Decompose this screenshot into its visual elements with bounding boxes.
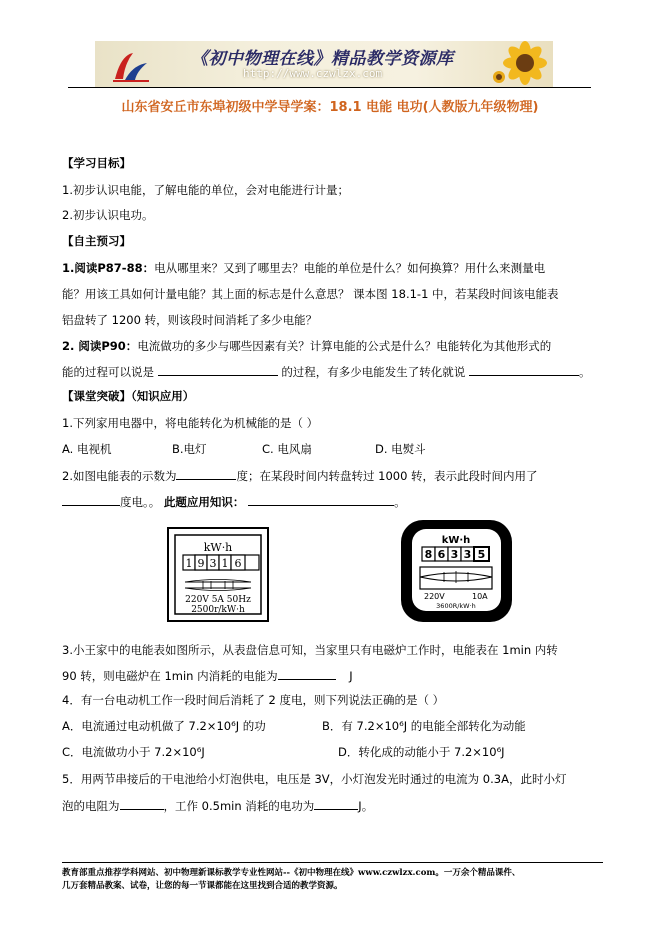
answer-blank[interactable] (158, 363, 278, 376)
question-3-line-1: 3.小王家中的电能表如图所示，从表盘信息可知，当家里只有电磁炉工作时，电能表在 1min 内转 (62, 643, 558, 657)
meter-2-digit: 8 (424, 548, 433, 561)
class-heading: 【课堂突破】 (62, 389, 131, 403)
q1-option-a: A. 电视机 (62, 442, 112, 456)
read-1-ref: P87-88： (97, 261, 155, 275)
read-1-text: 电从哪里来？又到了哪里去？电能的单位是什么？如何换算？用什么来测量电 (154, 261, 546, 275)
q2-text-a: 2.如图电能表的示数为 (62, 469, 177, 483)
footer-rule (62, 862, 603, 863)
meter-2-digit: 3 (463, 548, 472, 561)
question-2-line-1 (62, 467, 538, 484)
question-5-line-1: 5．用两节串接后的干电池给小灯泡供电，电压是 3V，小灯泡发光时通过的电流为 0.3A，此时小灯 (62, 772, 567, 786)
read-1-line-1 (62, 260, 545, 276)
meter-2-digit: 3 (450, 548, 459, 561)
goal-1: 1.初步认识电能，了解电能的单位，会对电能进行计量； (62, 183, 349, 197)
read-2-line-2 (62, 363, 590, 380)
q3-text-b: 90 转，则电磁炉在 1min 内消耗的电能为 (62, 669, 278, 683)
read-1-line-2: 能？用该工具如何计量电能？其上面的标志是什么意思？ 课本图 18.1-1 中，若某段时间该电能表 (62, 287, 559, 301)
header-rule (68, 87, 591, 88)
meter-2-current: 10A (472, 592, 488, 601)
meter-2-revs: 3600R/kW·h (436, 602, 476, 610)
read-2-label: 2. 阅读 (62, 339, 102, 353)
question-4: 4．有一台电动机工作一段时间后消耗了 2 度电，则下列说法正确的是（ ） (62, 693, 445, 707)
q2-text-c: 度电。。 (120, 495, 161, 509)
answer-blank[interactable] (469, 363, 579, 376)
read-2-line-2c: 。 (578, 365, 591, 379)
read-1-label: 1.阅读 (62, 261, 98, 275)
q5-text-b: 泡的电阻为 (62, 799, 120, 813)
q4-option-b: B．有 7.2×10⁶J 的电能全部转化为动能 (322, 719, 526, 733)
q1-option-c: C. 电风扇 (262, 442, 312, 456)
answer-blank[interactable] (278, 667, 336, 680)
q2-text-d: 此题应用知识： (163, 495, 245, 509)
question-2-line-2 (62, 493, 406, 510)
banner-title: 《初中物理在线》精品教学资源库 (191, 49, 454, 69)
q2-text-e: 。 (394, 495, 406, 509)
goals-heading: 【学习目标】 (62, 156, 131, 170)
meter-2-dial (420, 567, 492, 589)
answer-blank[interactable] (314, 797, 358, 810)
read-2-ref: P90： (101, 339, 138, 353)
read-2-line-1 (62, 338, 551, 354)
electric-meter-2 (400, 519, 513, 623)
q1-option-b: B.电灯 (172, 442, 207, 456)
footer-line-1: 教育部重点推荐学科网站、初中物理新课标教学专业性网站--《初中物理在线》www.czwlzx.com。一万余个精品课件、 (62, 868, 521, 878)
read-2-line-2a: 能的过程可以说是 (62, 365, 154, 379)
meter-2-digit: 5 (477, 548, 486, 561)
banner-url: http://www.czwlzx.com (243, 67, 383, 80)
question-5-line-2 (62, 797, 373, 814)
question-3-line-2 (62, 667, 353, 684)
read-2-text: 电流做功的多少与哪些因素有关？计算电能的公式是什么？电能转化为其他形式的 (137, 339, 552, 353)
meter-1-digit: 1 (221, 557, 229, 570)
q1-option-d: D. 电熨斗 (375, 442, 426, 456)
class-heading-line (62, 388, 194, 404)
answer-blank[interactable] (120, 797, 164, 810)
meter-1-spec-1: 220V 5A 50Hz (185, 595, 251, 605)
read-2-line-2b: 的过程，有多少电能发生了转化就说 (281, 365, 466, 379)
footer-line-2: 几万套精品教案、试卷，让您的每一节课都能在这里找到合适的教学资源。 (62, 881, 343, 891)
meter-1-spec-2: 2500r/kW·h (191, 605, 245, 615)
sunflower-icon (491, 41, 547, 88)
q4-option-c: C．电流做功小于 7.2×10⁶J (62, 745, 205, 759)
read-1-line-3: 铝盘转了 1200 转，则该段时间消耗了多少电能？ (62, 313, 318, 327)
meter-1-digit: 9 (197, 557, 205, 570)
meter-1-digit: 1 (185, 557, 193, 570)
meter-2-voltage: 220V (424, 592, 445, 601)
q4-option-d: D．转化成的动能小于 7.2×10⁶J (338, 745, 505, 759)
question-1: 1.下列家用电器中，将电能转化为机械能的是（ ） (62, 416, 319, 430)
q2-text-b: 度；在某段时间内转盘转过 1000 转，表示此段时间内用了 (236, 469, 538, 483)
q4-option-a: A．电流通过电动机做了 7.2×10⁶J 的功 (62, 719, 266, 733)
q5-text-d: J。 (358, 799, 374, 813)
meter-1-digits (183, 555, 259, 570)
q3-text-c: J (349, 669, 353, 683)
answer-blank[interactable] (176, 467, 236, 480)
meter-2-unit: kW·h (441, 535, 471, 546)
q5-text-c: ，工作 0.5min 消耗的电功为 (163, 799, 315, 813)
goal-2: 2.初步认识电功。 (62, 208, 154, 222)
class-heading-2: （知识应用） (131, 389, 195, 403)
site-logo-icon (111, 49, 151, 83)
meter-1-digit: 3 (209, 557, 217, 570)
page-title: 山东省安丘市东埠初级中学导学案：18.1 电能 电功(人教版九年级物理) (121, 100, 539, 115)
meter-1-unit: kW·h (203, 541, 233, 554)
header-banner (95, 41, 553, 88)
answer-blank[interactable] (62, 493, 120, 506)
meter-2-digit: 6 (437, 548, 446, 561)
meter-1-digit: 6 (234, 557, 242, 570)
answer-blank[interactable] (248, 493, 394, 506)
preview-heading: 【自主预习】 (62, 234, 131, 248)
meter-2-digits (422, 547, 489, 561)
electric-meter-1 (167, 527, 269, 622)
